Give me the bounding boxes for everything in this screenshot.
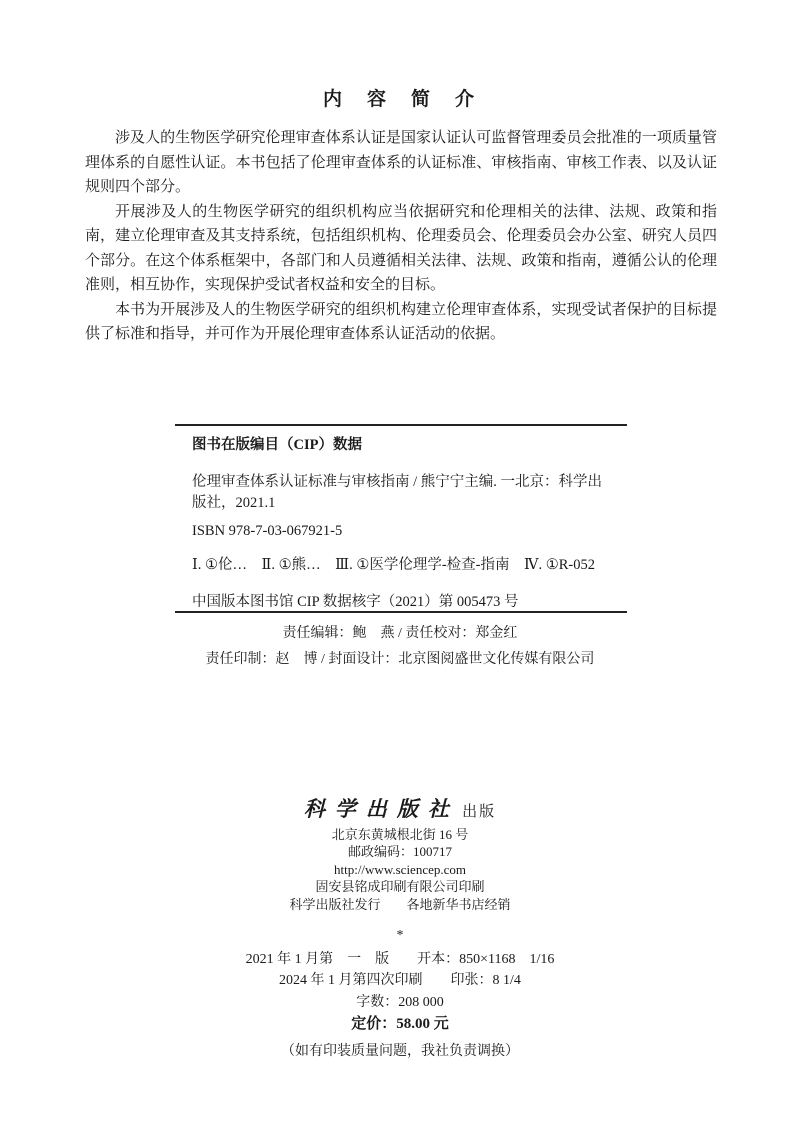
credits-section — [0, 621, 800, 673]
separator-star: * — [396, 928, 404, 943]
intro-paragraph: 本书为开展涉及人的生物医学研究的组织机构建立伦理审查体系，实现受试者保护的目标提供了标准和指导，并可作为开展伦理审查体系认证活动的依据。 — [85, 301, 717, 342]
publisher-suffix: 出版 — [462, 804, 497, 820]
printer-line: 固安县铭成印刷有限公司印刷 — [315, 879, 485, 894]
intro-section — [85, 126, 717, 347]
quality-note: （如有印装质量问题，我社负责调换） — [281, 1043, 519, 1059]
intro-paragraph: 涉及人的生物医学研究伦理审查体系认证是国家认证认可监督管理委员会批准的一项质量管理体系的自愿性认证。本书包括了伦理审查体系的认证标准、审核指南、审核工作表、以及认证规则四个部分。 — [85, 130, 717, 195]
printing-line: 2024 年 1 月第四次印刷 印张：8 1/4 — [279, 973, 521, 988]
colophon-section — [0, 925, 800, 1062]
credits-print-design-line: 责任印制：赵 博 / 封面设计：北京图阅盛世文化传媒有限公司 — [205, 652, 595, 667]
credits-editor-line: 责任编辑：鲍 燕 / 责任校对：郑金红 — [282, 626, 518, 641]
edition-line: 2021 年 1 月第 一 版 开本：850×1168 1/16 — [245, 951, 555, 967]
intro-paragraph: 开展涉及人的生物医学研究的组织机构应当依据研究和伦理相关的法律、法规、政策和指南，建立伦理审查及其支持系统，包括组织机构、伦理委员会、伦理委员会办公室、研究人员四个部分。在这个体系框架中，各部门和人员遵循相关法律、法规、政策和指南，遵循公认的伦理准则，相互协作，实现保护受试者权益和安全的目标。 — [85, 203, 717, 293]
cip-heading: 图书在版编目（CIP）数据 — [192, 437, 362, 453]
cip-title-line: 伦理审查体系认证标准与审核指南 / 熊宁宁主编. 一北京：科学出版社，2021.1 — [192, 474, 603, 511]
publisher-name: 科学出版社 — [303, 797, 459, 821]
word-count-line: 字数：208 000 — [356, 994, 444, 1010]
publisher-address: 北京东黄城根北街 16 号 — [331, 826, 469, 842]
price-line: 定价：58.00 元 — [351, 1016, 449, 1032]
page-title: 内 容 简 介 — [322, 89, 477, 110]
publisher-postcode: 邮政编码：100717 — [347, 844, 452, 859]
cip-isbn: ISBN 978-7-03-067921-5 — [192, 523, 343, 539]
distribution-line: 科学出版社发行 各地新华书店经销 — [289, 896, 511, 912]
cip-record-number: 中国版本图书馆 CIP 数据核字（2021）第 005473 号 — [192, 594, 519, 610]
cip-data-box — [175, 424, 627, 613]
publisher-name-line — [0, 797, 800, 822]
publisher-section — [0, 797, 800, 913]
publisher-website: http://www.sciencep.com — [333, 861, 466, 877]
cip-classification: Ⅰ. ①伦… Ⅱ. ①熊… Ⅲ. ①医学伦理学-检查-指南 Ⅳ. ①R-052 — [192, 557, 595, 573]
